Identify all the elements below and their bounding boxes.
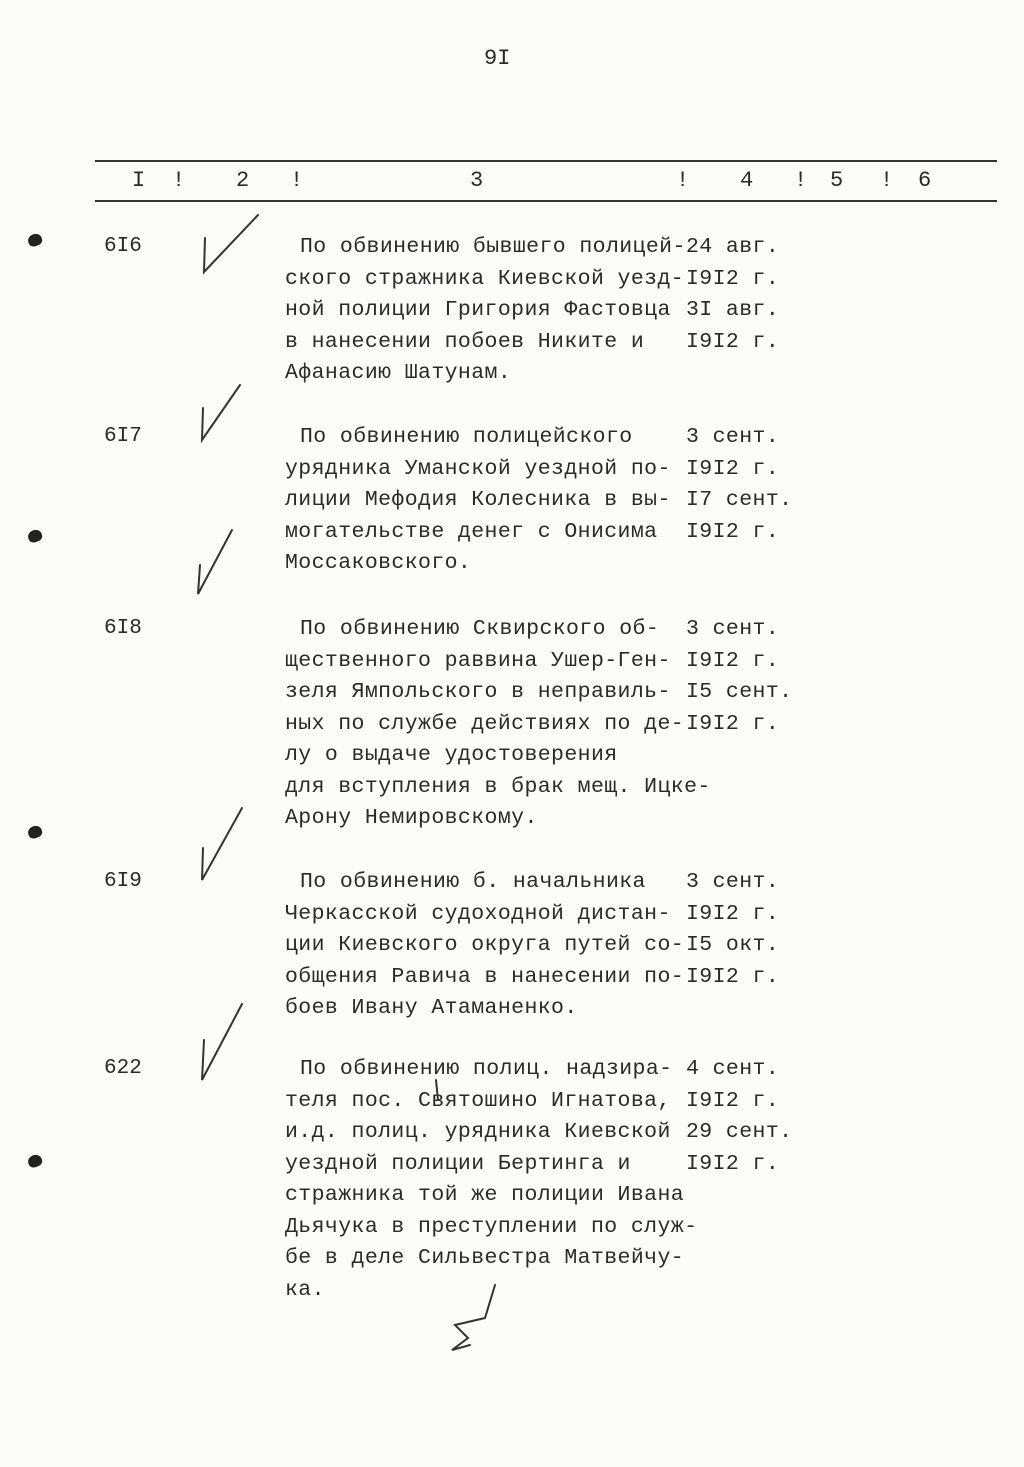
page-number: 9I: [484, 46, 511, 71]
description-line: ского стражника Киевской уезд-: [285, 266, 685, 291]
date-line: I7 сент.: [686, 488, 793, 512]
header-top-rule: [95, 160, 997, 162]
date-line: I9I2 г.: [686, 648, 780, 673]
column-header: 2: [236, 168, 250, 193]
entry-number: 6I8: [104, 617, 142, 640]
entry-number: 6I9: [104, 870, 142, 893]
header-bottom-rule: [95, 200, 997, 202]
description-line: и.д. полиц. урядника Киевской: [285, 1120, 671, 1144]
date-line: 29 сент.: [686, 1120, 793, 1144]
column-header: 6: [918, 168, 932, 193]
description-line: щественного раввина Ушер-Ген-: [285, 648, 671, 673]
column-header: 5: [830, 168, 844, 193]
column-separator: !: [172, 168, 186, 193]
punch-hole-mark: [26, 1153, 43, 1169]
description-line: лиции Мефодия Колесника в вы-: [285, 488, 671, 512]
date-line: 4 сент.: [686, 1057, 780, 1081]
description-line: для вступления в брак мещ. Ицке-: [285, 774, 711, 799]
signature-mark: [452, 1285, 495, 1350]
description-line: По обвинению бывшего полицей-: [300, 235, 686, 259]
date-line: 3 сент.: [686, 617, 780, 641]
column-header: I: [132, 168, 146, 193]
entry-number: 622: [104, 1057, 142, 1080]
checkmark-icon: [202, 808, 242, 880]
punch-hole-mark: [26, 232, 43, 248]
description-line: ции Киевского округа путей со-: [285, 933, 685, 957]
description-line: лу о выдаче удостоверения: [285, 743, 618, 767]
description-line: теля пос. Святошино Игнатова,: [285, 1088, 671, 1113]
column-header: 3: [470, 168, 484, 193]
date-line: I5 сент.: [686, 680, 793, 704]
date-line: 3I авг.: [686, 298, 780, 322]
checkmark-icon: [198, 530, 232, 594]
description-line: бе в деле Сильвестра Матвейчу-: [285, 1246, 685, 1270]
date-line: I9I2 г.: [686, 266, 780, 291]
date-line: 24 авг.: [686, 235, 780, 259]
description-line: урядника Уманской уездной по-: [285, 456, 671, 481]
date-line: I9I2 г.: [686, 964, 780, 989]
description-line: зеля Ямпольского в неправиль-: [285, 680, 671, 704]
description-line: Черкасской судоходной дистан-: [285, 901, 671, 926]
description-line: уездной полиции Бертинга и: [285, 1151, 631, 1176]
column-separator: !: [794, 168, 808, 193]
date-line: I9I2 г.: [686, 711, 780, 736]
description-line: общения Равича в нанесении по-: [285, 964, 685, 989]
date-line: 3 сент.: [686, 425, 780, 449]
description-line: Арону Немировскому.: [285, 806, 538, 830]
description-line: Моссаковского.: [285, 551, 472, 575]
column-separator: !: [676, 168, 690, 193]
column-separator: !: [880, 168, 894, 193]
date-line: I5 окт.: [686, 933, 780, 957]
description-line: По обвинению б. начальника: [300, 870, 646, 894]
date-line: I9I2 г.: [686, 329, 780, 354]
entry-number: 6I7: [104, 425, 142, 448]
date-line: I9I2 г.: [686, 1088, 780, 1113]
date-line: I9I2 г.: [686, 901, 780, 926]
checkmark-icon: [204, 215, 258, 272]
description-line: По обвинению полицейского: [300, 425, 633, 449]
description-line: Дьячука в преступлении по служ-: [285, 1214, 698, 1239]
description-line: стражника той же полиции Ивана: [285, 1183, 685, 1207]
description-line: По обвинению полиц. надзира-: [300, 1057, 673, 1081]
description-line: ных по службе действиях по де-: [285, 711, 685, 736]
description-line: По обвинению Сквирского об-: [300, 617, 660, 641]
description-line: в нанесении побоев Никите и: [285, 329, 645, 354]
date-line: 3 сент.: [686, 870, 780, 894]
description-line: ной полиции Григория Фастовца: [285, 298, 671, 322]
column-separator: !: [290, 168, 304, 193]
column-header: 4: [740, 168, 754, 193]
entry-number: 6I6: [104, 235, 142, 258]
description-line: ка.: [285, 1277, 325, 1302]
description-line: Афанасию Шатунам.: [285, 361, 512, 385]
date-line: I9I2 г.: [686, 456, 780, 481]
date-line: I9I2 г.: [686, 519, 780, 544]
punch-hole-mark: [26, 528, 43, 544]
punch-hole-mark: [26, 824, 43, 840]
description-line: могательстве денег с Онисима: [285, 519, 658, 544]
date-line: I9I2 г.: [686, 1151, 780, 1176]
description-line: боев Ивану Атаманенко.: [285, 996, 578, 1020]
checkmark-icon: [202, 1004, 242, 1080]
checkmark-icon: [202, 385, 240, 440]
